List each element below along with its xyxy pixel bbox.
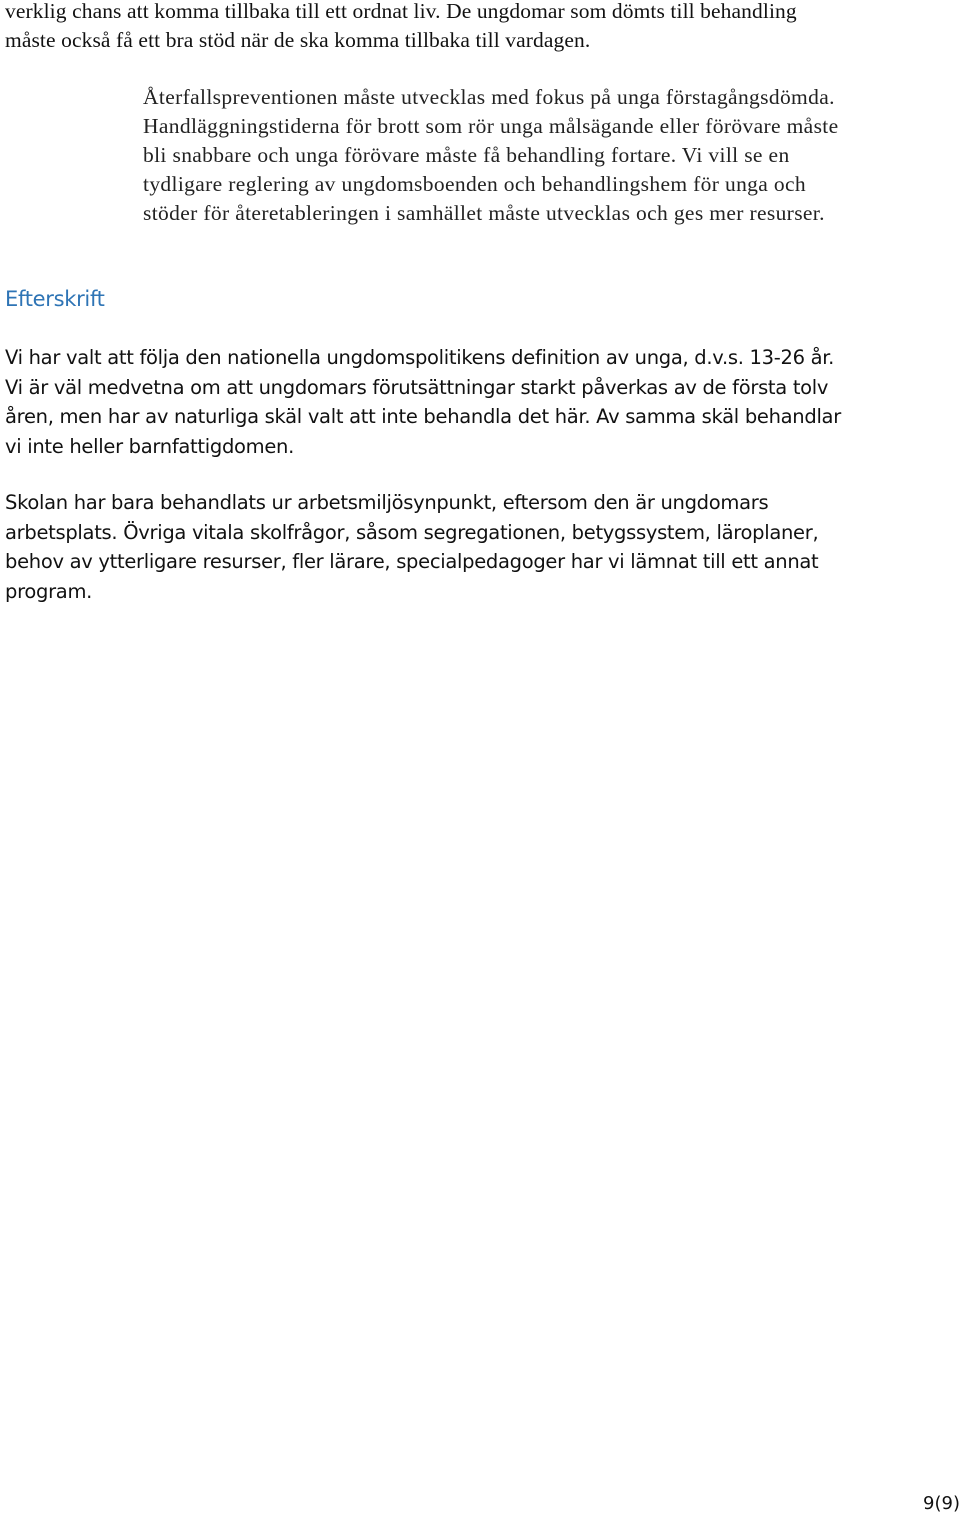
intro-paragraph	[5, 0, 797, 55]
body-line: Skolan har bara behandlats ur arbetsmiljösynpunkt, eftersom den är ungdomars	[5, 491, 769, 514]
body-paragraph	[5, 488, 818, 606]
body-line: vi inte heller barnfattigdomen.	[5, 434, 294, 458]
indented-line: tydligare reglering av ungdomsboenden och behandlingshem för unga och	[143, 172, 806, 196]
body-line: arbetsplats. Övriga vitala skolfrågor, såsom segregationen, betygssystem, läroplaner,	[5, 520, 819, 544]
intro-line: måste också få ett bra stöd när de ska komma tillbaka till vardagen.	[5, 28, 591, 52]
section-heading: Efterskrift	[5, 287, 105, 311]
body-line: behov av ytterligare resurser, fler lärare, specialpedagoger har vi lämnat till ett annat	[5, 550, 819, 573]
body-line: program.	[5, 579, 93, 603]
indented-line: stöder för återetableringen i samhället måste utvecklas och ges mer resurser.	[143, 201, 825, 225]
page-number: 9(9)	[923, 1493, 960, 1514]
indented-line: Återfallspreventionen måste utvecklas med fokus på unga förstagångsdömda.	[143, 85, 835, 109]
indented-paragraph	[143, 83, 839, 228]
body-line: åren, men har av naturliga skäl valt att inte behandla det här. Av samma skäl behandlar	[5, 405, 841, 428]
intro-line: verklig chans att komma tillbaka till ett ordnat liv. De ungdomar som dömts till behandling	[5, 0, 797, 23]
indented-line: Handläggningstiderna för brott som rör unga målsägande eller förövare måste	[143, 114, 839, 138]
body-paragraph	[5, 343, 841, 461]
body-line: Vi är väl medvetna om att ungdomars förutsättningar starkt påverkas av de första tolv	[5, 375, 829, 399]
indented-line: bli snabbare och unga förövare måste få behandling fortare. Vi vill se en	[143, 143, 790, 167]
body-line: Vi har valt att följa den nationella ungdomspolitikens definition av unga, d.v.s. 13-26 år.	[5, 346, 835, 369]
